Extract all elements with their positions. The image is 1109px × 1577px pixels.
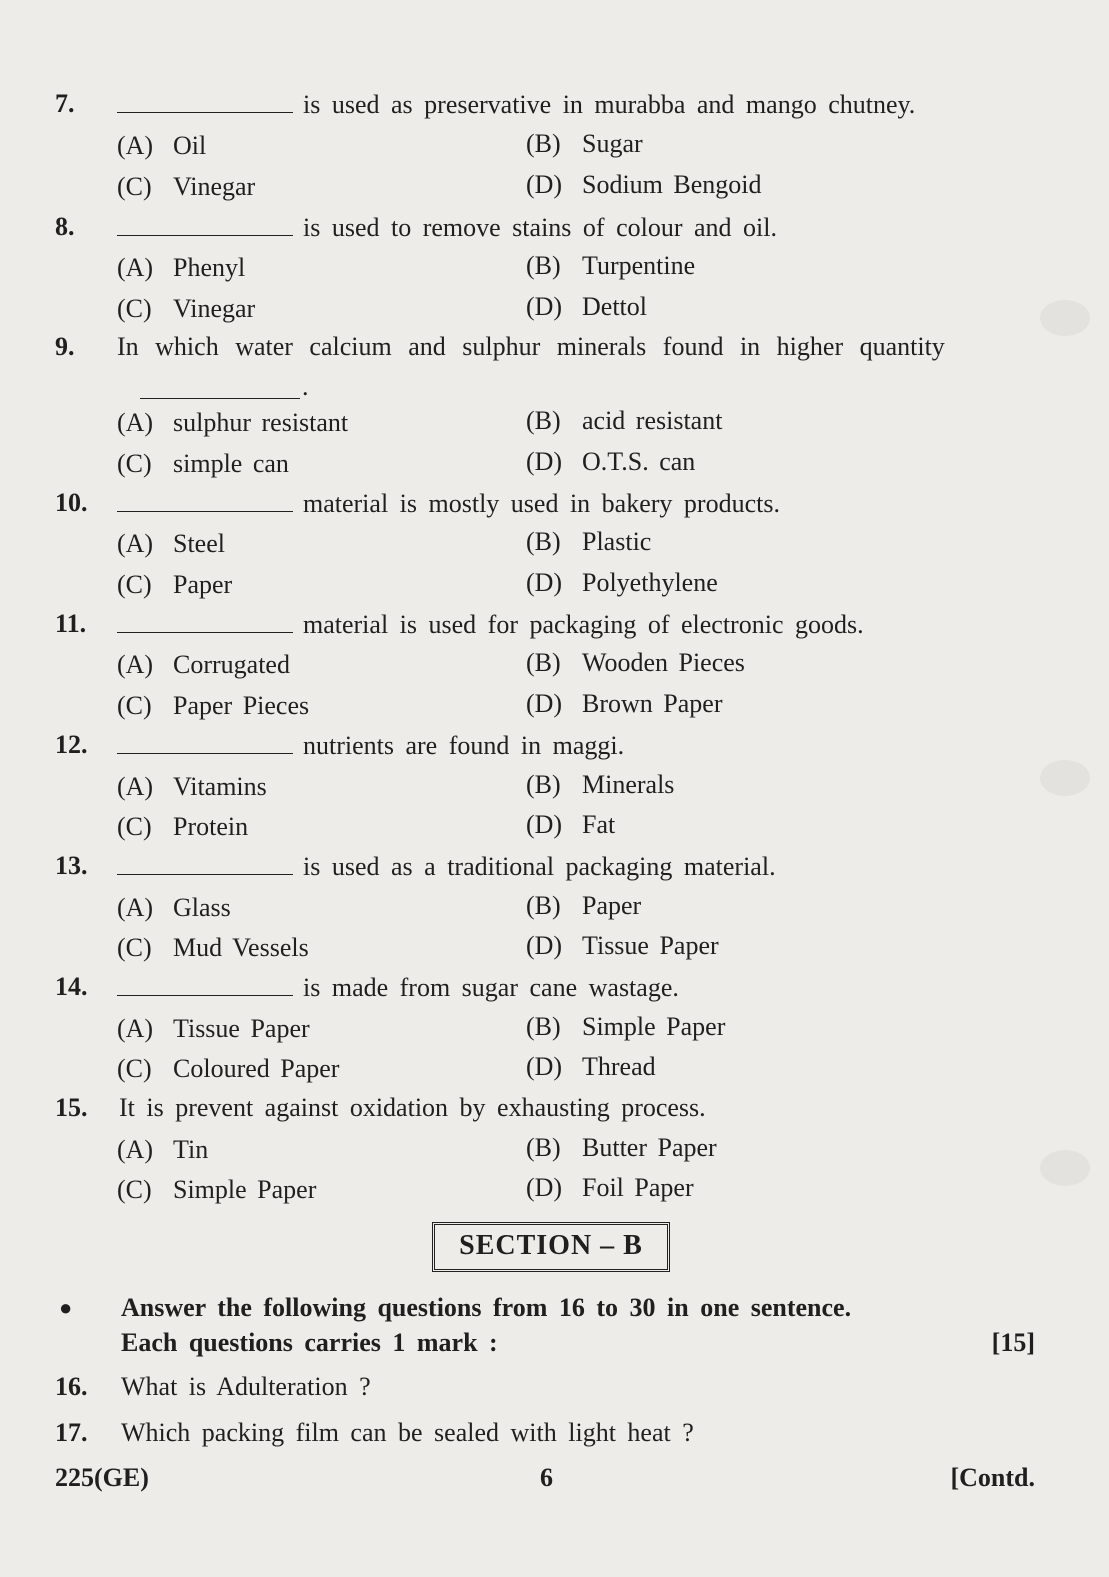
answer-blank bbox=[117, 483, 293, 512]
option-a bbox=[117, 888, 231, 928]
option-label: (C) bbox=[117, 294, 152, 323]
option-d bbox=[526, 165, 762, 205]
option-label: (D) bbox=[526, 170, 563, 199]
question-7 bbox=[55, 84, 1045, 124]
question-text: is used as preservative in murabba and mango chutney. bbox=[303, 90, 916, 119]
option-label: (B) bbox=[526, 527, 561, 556]
option-label: (B) bbox=[526, 891, 561, 920]
option-label: (A) bbox=[117, 529, 154, 558]
answer-blank bbox=[140, 374, 300, 399]
option-text: Oil bbox=[173, 131, 207, 160]
question-13 bbox=[55, 846, 1045, 886]
question-stem bbox=[117, 604, 1045, 645]
option-text: Minerals bbox=[582, 770, 675, 799]
section-title: SECTION – B bbox=[432, 1222, 670, 1272]
question-11 bbox=[55, 604, 1045, 644]
paper-code: 225(GE) bbox=[55, 1463, 149, 1492]
option-text: Vinegar bbox=[173, 294, 256, 323]
question-stem bbox=[117, 967, 1045, 1008]
question-stem: It is prevent against oxidation by exhausting process. bbox=[119, 1093, 706, 1122]
option-label: (B) bbox=[526, 406, 561, 435]
question-stem: What is Adulteration ? bbox=[121, 1372, 371, 1401]
page-number: 6 bbox=[540, 1463, 553, 1492]
question-9 bbox=[55, 327, 1045, 367]
option-text: Thread bbox=[582, 1052, 656, 1081]
question-number: 11. bbox=[55, 609, 87, 638]
question-17 bbox=[55, 1413, 1045, 1453]
question-number: 10. bbox=[55, 488, 88, 517]
option-b bbox=[526, 765, 674, 805]
option-c bbox=[117, 167, 255, 207]
question-stem bbox=[117, 725, 1045, 766]
question-16 bbox=[55, 1367, 1045, 1407]
option-label: (D) bbox=[526, 810, 563, 839]
option-label: (C) bbox=[117, 172, 152, 201]
option-b bbox=[526, 886, 641, 926]
option-a bbox=[117, 767, 267, 807]
option-b bbox=[526, 401, 722, 441]
instruction-text: Each questions carries 1 mark : bbox=[121, 1328, 498, 1357]
option-text: Simple Paper bbox=[582, 1012, 726, 1041]
question-stem bbox=[117, 483, 1045, 524]
option-label: (D) bbox=[526, 1173, 563, 1202]
scan-smudge bbox=[1040, 760, 1090, 796]
answer-blank bbox=[117, 846, 293, 875]
option-text: Paper Pieces bbox=[173, 691, 310, 720]
question-text: is used as a traditional packaging material. bbox=[303, 852, 776, 881]
option-a bbox=[117, 1009, 310, 1049]
option-text: Paper bbox=[582, 891, 642, 920]
option-text: Vinegar bbox=[173, 172, 256, 201]
option-label: (C) bbox=[117, 812, 152, 841]
page-footer bbox=[55, 1458, 1035, 1498]
option-text: O.T.S. can bbox=[582, 447, 696, 476]
question-text: nutrients are found in maggi. bbox=[303, 731, 625, 760]
option-a bbox=[117, 126, 206, 166]
option-c bbox=[117, 1049, 339, 1089]
option-label: (D) bbox=[526, 447, 563, 476]
option-text: sulphur resistant bbox=[173, 408, 349, 437]
option-label: (C) bbox=[117, 1054, 152, 1083]
option-c bbox=[117, 565, 232, 605]
option-d bbox=[526, 805, 615, 845]
option-text: Brown Paper bbox=[582, 689, 723, 718]
option-text: Turpentine bbox=[582, 251, 696, 280]
option-a bbox=[117, 248, 245, 288]
option-b bbox=[526, 124, 643, 164]
option-label: (B) bbox=[526, 648, 561, 677]
question-stem: In which water calcium and sulphur minerals found in higher quantity bbox=[117, 332, 945, 361]
option-label: (B) bbox=[526, 251, 561, 280]
bullet-icon: ● bbox=[59, 1295, 73, 1320]
option-text: Vitamins bbox=[173, 772, 267, 801]
option-label: (C) bbox=[117, 449, 152, 478]
question-number: 17. bbox=[55, 1418, 88, 1447]
option-label: (A) bbox=[117, 772, 154, 801]
question-number: 7. bbox=[55, 89, 75, 118]
answer-blank bbox=[117, 725, 293, 754]
option-c bbox=[117, 807, 248, 847]
option-label: (D) bbox=[526, 568, 563, 597]
option-d bbox=[526, 563, 718, 603]
question-text: material is used for packaging of electronic goods. bbox=[303, 610, 864, 639]
option-c bbox=[117, 1170, 316, 1210]
option-label: (C) bbox=[117, 691, 152, 720]
option-text: Tin bbox=[173, 1135, 209, 1164]
option-label: (B) bbox=[526, 770, 561, 799]
option-text: Glass bbox=[173, 893, 231, 922]
option-label: (A) bbox=[117, 253, 154, 282]
question-number: 14. bbox=[55, 972, 88, 1001]
option-d bbox=[526, 287, 647, 327]
option-a bbox=[117, 645, 290, 685]
answer-blank bbox=[117, 604, 293, 633]
question-stem bbox=[117, 207, 1045, 248]
option-text: Mud Vessels bbox=[173, 933, 309, 962]
option-label: (D) bbox=[526, 292, 563, 321]
option-d bbox=[526, 926, 719, 966]
question-text: material is mostly used in bakery products. bbox=[303, 489, 780, 518]
option-label: (A) bbox=[117, 408, 154, 437]
option-text: Tissue Paper bbox=[173, 1014, 310, 1043]
option-label: (D) bbox=[526, 689, 563, 718]
question-stem bbox=[117, 846, 1045, 887]
question-15 bbox=[55, 1088, 1045, 1128]
option-text: Tissue Paper bbox=[582, 931, 719, 960]
option-d bbox=[526, 442, 695, 482]
option-text: simple can bbox=[173, 449, 289, 478]
question-number: 9. bbox=[55, 332, 75, 361]
option-d bbox=[526, 684, 722, 724]
option-label: (C) bbox=[117, 933, 152, 962]
blank-period: . bbox=[302, 372, 309, 401]
option-b bbox=[526, 643, 745, 683]
option-text: Protein bbox=[173, 812, 249, 841]
option-label: (B) bbox=[526, 1012, 561, 1041]
scan-smudge bbox=[1040, 1150, 1090, 1186]
option-label: (D) bbox=[526, 1052, 563, 1081]
option-text: Fat bbox=[582, 810, 616, 839]
question-number: 15. bbox=[55, 1093, 88, 1122]
option-text: Simple Paper bbox=[173, 1175, 317, 1204]
question-number: 12. bbox=[55, 730, 88, 759]
option-label: (D) bbox=[526, 931, 563, 960]
option-c bbox=[117, 289, 255, 329]
option-label: (A) bbox=[117, 1135, 154, 1164]
question-stem: Which packing film can be sealed with light heat ? bbox=[121, 1418, 694, 1447]
option-label: (A) bbox=[117, 1014, 154, 1043]
option-d bbox=[526, 1168, 694, 1208]
option-label: (C) bbox=[117, 570, 152, 599]
question-number: 16. bbox=[55, 1372, 88, 1401]
option-text: Plastic bbox=[582, 527, 652, 556]
option-text: Polyethylene bbox=[582, 568, 718, 597]
question-stem bbox=[117, 84, 1045, 125]
option-b bbox=[526, 1128, 717, 1168]
option-label: (B) bbox=[526, 1133, 561, 1162]
question-8 bbox=[55, 207, 1045, 247]
option-text: Foil Paper bbox=[582, 1173, 694, 1202]
option-b bbox=[526, 522, 651, 562]
option-text: Dettol bbox=[582, 292, 647, 321]
question-10 bbox=[55, 483, 1045, 523]
question-12 bbox=[55, 725, 1045, 765]
option-label: (C) bbox=[117, 1175, 152, 1204]
question-14 bbox=[55, 967, 1045, 1007]
scan-smudge bbox=[1040, 300, 1090, 336]
instruction-line-2 bbox=[55, 1325, 1045, 1361]
answer-blank bbox=[117, 84, 293, 113]
option-d bbox=[526, 1047, 656, 1087]
option-label: (B) bbox=[526, 129, 561, 158]
answer-blank bbox=[117, 207, 293, 236]
option-text: Corrugated bbox=[173, 650, 290, 679]
option-b bbox=[526, 246, 695, 286]
question-text: is used to remove stains of colour and oil. bbox=[303, 213, 777, 242]
option-text: Phenyl bbox=[173, 253, 246, 282]
instruction-text: Answer the following questions from 16 to 30 in one sentence. bbox=[121, 1293, 852, 1322]
option-b bbox=[526, 1007, 725, 1047]
option-a bbox=[117, 403, 348, 443]
total-marks: [15] bbox=[991, 1328, 1035, 1357]
option-a bbox=[117, 524, 225, 564]
option-a bbox=[117, 1130, 208, 1170]
option-label: (A) bbox=[117, 131, 154, 160]
option-text: acid resistant bbox=[582, 406, 723, 435]
option-label: (A) bbox=[117, 893, 154, 922]
question-number: 13. bbox=[55, 851, 88, 880]
continued-label: [Contd. bbox=[950, 1463, 1035, 1492]
option-text: Sugar bbox=[582, 129, 643, 158]
option-text: Sodium Bengoid bbox=[582, 170, 762, 199]
option-c bbox=[117, 686, 309, 726]
option-text: Wooden Pieces bbox=[582, 648, 745, 677]
option-label: (A) bbox=[117, 650, 154, 679]
option-c bbox=[117, 444, 289, 484]
question-number: 8. bbox=[55, 212, 75, 241]
instruction-line-1 bbox=[55, 1290, 1045, 1326]
option-text: Paper bbox=[173, 570, 233, 599]
option-text: Butter Paper bbox=[582, 1133, 717, 1162]
question-text: is made from sugar cane wastage. bbox=[303, 973, 679, 1002]
option-text: Steel bbox=[173, 529, 225, 558]
option-c bbox=[117, 928, 309, 968]
answer-blank bbox=[117, 967, 293, 996]
option-text: Coloured Paper bbox=[173, 1054, 340, 1083]
